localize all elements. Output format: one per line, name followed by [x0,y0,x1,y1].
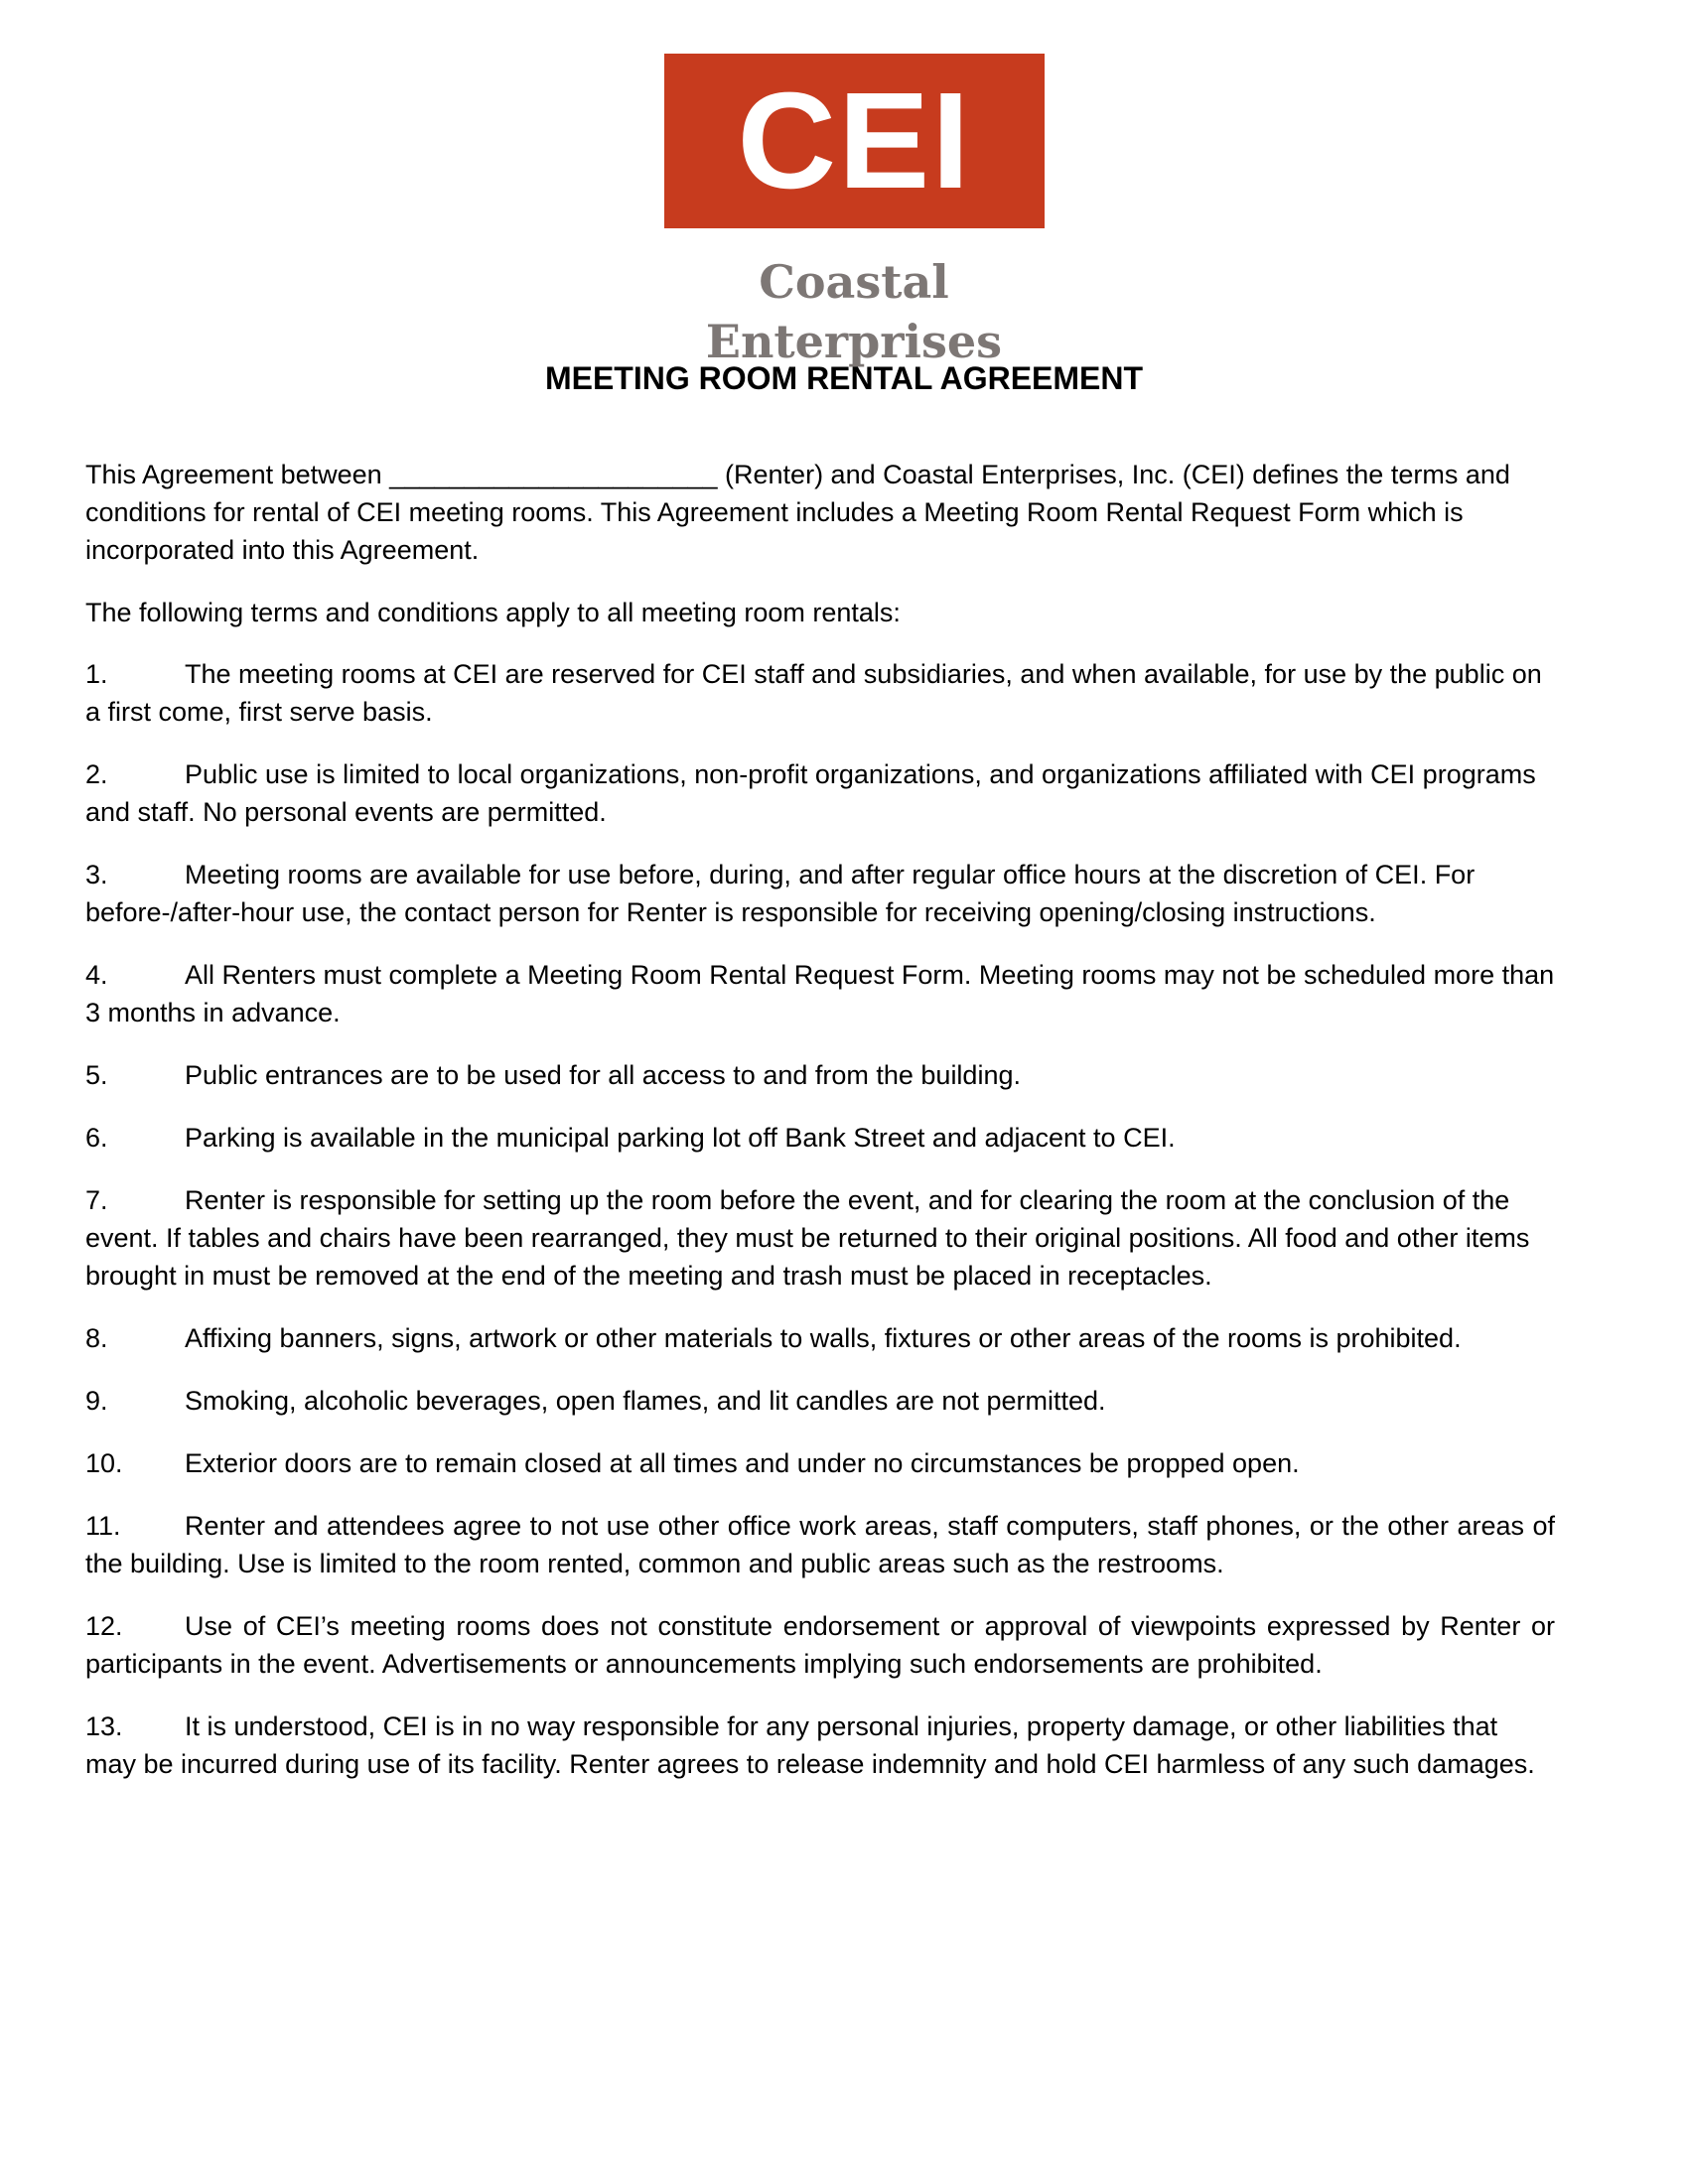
company-name: Coastal Enterprises [705,255,1003,368]
term-text: Renter and attendees agree to not use other office work areas, staff computers, staff phones, or the other areas of the building. Use is limited to the room rented, common and public areas such as the restrooms. [85,1511,1555,1578]
term-text: Smoking, alcoholic beverages, open flames, and lit candles are not permitted. [185,1386,1106,1416]
term-number: 5. [85,1060,108,1090]
term-item-7 [85,1181,1555,1295]
term-text: Parking is available in the municipal parking lot off Bank Street and adjacent to CEI. [185,1123,1176,1153]
term-number: 1. [85,659,108,689]
term-item-8 [85,1319,1555,1357]
term-number: 4. [85,960,108,990]
term-item-9 [85,1382,1555,1420]
cei-logo [664,54,1045,228]
term-text: Affixing banners, signs, artwork or other materials to walls, fixtures or other areas of the rooms is prohibited. [185,1323,1462,1353]
term-text: Renter is responsible for setting up the room before the event, and for clearing the room at the conclusion of the event. If tables and chairs have been rearranged, they must be returned to their original positions. All food and other items brought in must be removed at the end of the meeting and trash must be placed in receptacles. [85,1185,1530,1291]
terms-intro: The following terms and conditions apply to all meeting room rentals: [85,598,901,627]
term-text: Exterior doors are to remain closed at all times and under no circumstances be propped open. [185,1448,1300,1478]
term-item-5 [85,1056,1555,1094]
term-item-13 [85,1707,1555,1783]
term-item-12 [85,1607,1555,1683]
document-title: MEETING ROOM RENTAL AGREEMENT [544,360,1144,396]
term-item-6 [85,1119,1555,1157]
term-number: 3. [85,860,108,889]
term-text: It is understood, CEI is in no way responsible for any personal injuries, property damage, or other liabilities that may be incurred during use of its facility. Renter agrees to release indemnity and hold CEI harmless of any such damages. [85,1711,1535,1779]
term-number: 2. [85,759,108,789]
term-text: All Renters must complete a Meeting Room Rental Request Form. Meeting rooms may not be scheduled more than 3 months in advance. [85,960,1555,1027]
logo-mark: CEI [737,65,972,217]
agreement-body [85,456,1555,1808]
term-text: Public use is limited to local organizations, non-profit organizations, and organizations affiliated with CEI programs and staff. No personal events are permitted. [85,759,1536,827]
term-text: Public entrances are to be used for all access to and from the building. [185,1060,1021,1090]
term-item-4 [85,956,1555,1031]
term-number: 8. [85,1323,108,1353]
term-item-1 [85,655,1555,731]
term-item-2 [85,755,1555,831]
term-number: 10. [85,1448,123,1478]
term-number: 6. [85,1123,108,1153]
term-text: Use of CEI’s meeting rooms does not constitute endorsement or approval of viewpoints expressed by Renter or participants in the event. Advertisements or announcements implying such endorsements are prohibited. [85,1611,1555,1679]
term-text: The meeting rooms at CEI are reserved for CEI staff and subsidiaries, and when available, for use by the public on a first come, first serve basis. [85,659,1542,727]
term-number: 11. [85,1511,121,1541]
term-number: 12. [85,1611,123,1641]
term-item-3 [85,856,1555,931]
intro-paragraph: This Agreement between ______________________ (Renter) and Coastal Enterprises, Inc. (CEI) defines the terms and conditions for rental of CEI meeting rooms. This Agreement includes a Meeting Room Rental Request Form which is incorporated into this Agreement. [85,460,1510,565]
term-text: Meeting rooms are available for use before, during, and after regular office hours at the discretion of CEI. For before-/after-hour use, the contact person for Renter is responsible for receiving opening/closing instructions. [85,860,1476,927]
term-number: 7. [85,1185,108,1215]
term-number: 13. [85,1711,123,1741]
term-number: 9. [85,1386,108,1416]
term-item-10 [85,1444,1555,1482]
term-item-11 [85,1507,1555,1582]
